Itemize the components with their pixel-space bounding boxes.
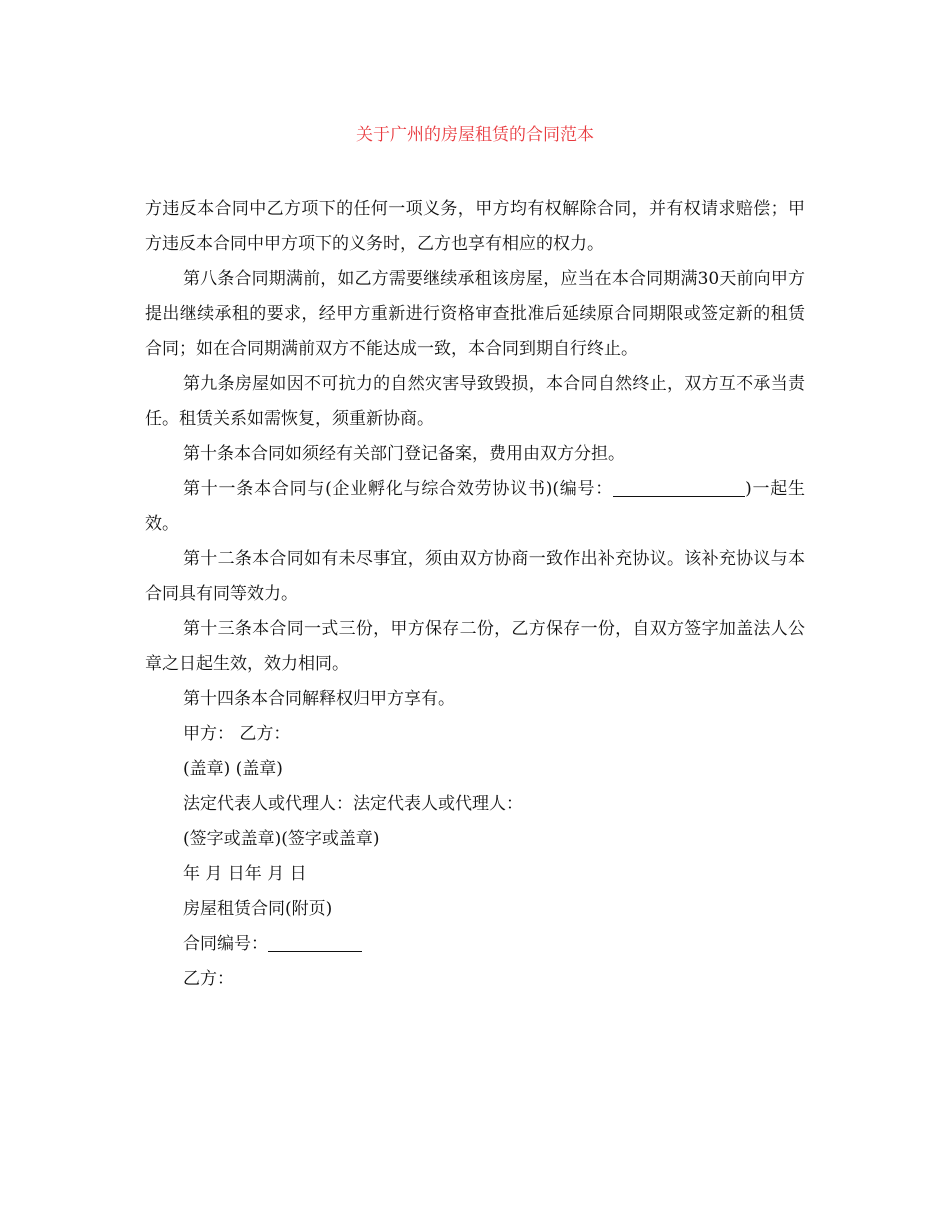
sign-or-seal-line: (签字或盖章)(签字或盖章) (183, 829, 380, 849)
article-12: 第十二条本合同如有未尽事宜，须由双方协商一致作出补充协议。该补充协议与本合同具有同等效力。 (145, 549, 805, 604)
paragraph-continuation: 方违反本合同中乙方项下的任何一项义务，甲方均有权解除合同，并有权请求赔偿；甲方违反本合同中甲方项下的义务时，乙方也享有相应的权力。 (145, 199, 805, 254)
article-10: 第十条本合同如须经有关部门登记备案，费用由双方分担。 (183, 444, 625, 464)
date-line: 年 月 日年 月 日 (183, 864, 307, 884)
article-13: 第十三条本合同一式三份，甲方保存二份，乙方保存一份，自双方签字加盖法人公章之日起生效，效力相同。 (145, 619, 805, 674)
contract-number-blank (268, 933, 362, 952)
contract-number-label: 合同编号： (183, 934, 268, 954)
parties-line: 甲方： 乙方： (183, 724, 291, 744)
representatives-line: 法定代表人或代理人：法定代表人或代理人： (183, 794, 523, 814)
article-9: 第九条房屋如因不可抗力的自然灾害导致毁损，本合同自然终止，双方互不承当责任。租赁关系如需恢复，须重新协商。 (145, 374, 805, 429)
article-8: 第八条合同期满前，如乙方需要继续承租该房屋，应当在本合同期满30天前向甲方提出继续承租的要求，经甲方重新进行资格审查批准后延续原合同期限或签定新的租赁合同；如在合同期满前双方不能达成一致，本合同到期自行终止。 (145, 269, 805, 359)
seal-line: (盖章) (盖章) (183, 759, 283, 779)
appendix-title: 房屋租赁合同(附页) (183, 899, 333, 919)
party-b-line: 乙方： (183, 969, 234, 989)
article-11-text-before: 第十一条本合同与(企业孵化与综合效劳协议书)(编号： (183, 479, 614, 499)
document-title: 关于广州的房屋租赁的合同范本 (356, 125, 594, 145)
agreement-number-blank (613, 478, 745, 497)
article-11 (145, 472, 805, 542)
document-body (145, 192, 805, 997)
article-11-text-after: )一起生效。 (145, 479, 805, 534)
contract-number-line (145, 927, 805, 962)
article-14: 第十四条本合同解释权归甲方享有。 (183, 689, 455, 709)
